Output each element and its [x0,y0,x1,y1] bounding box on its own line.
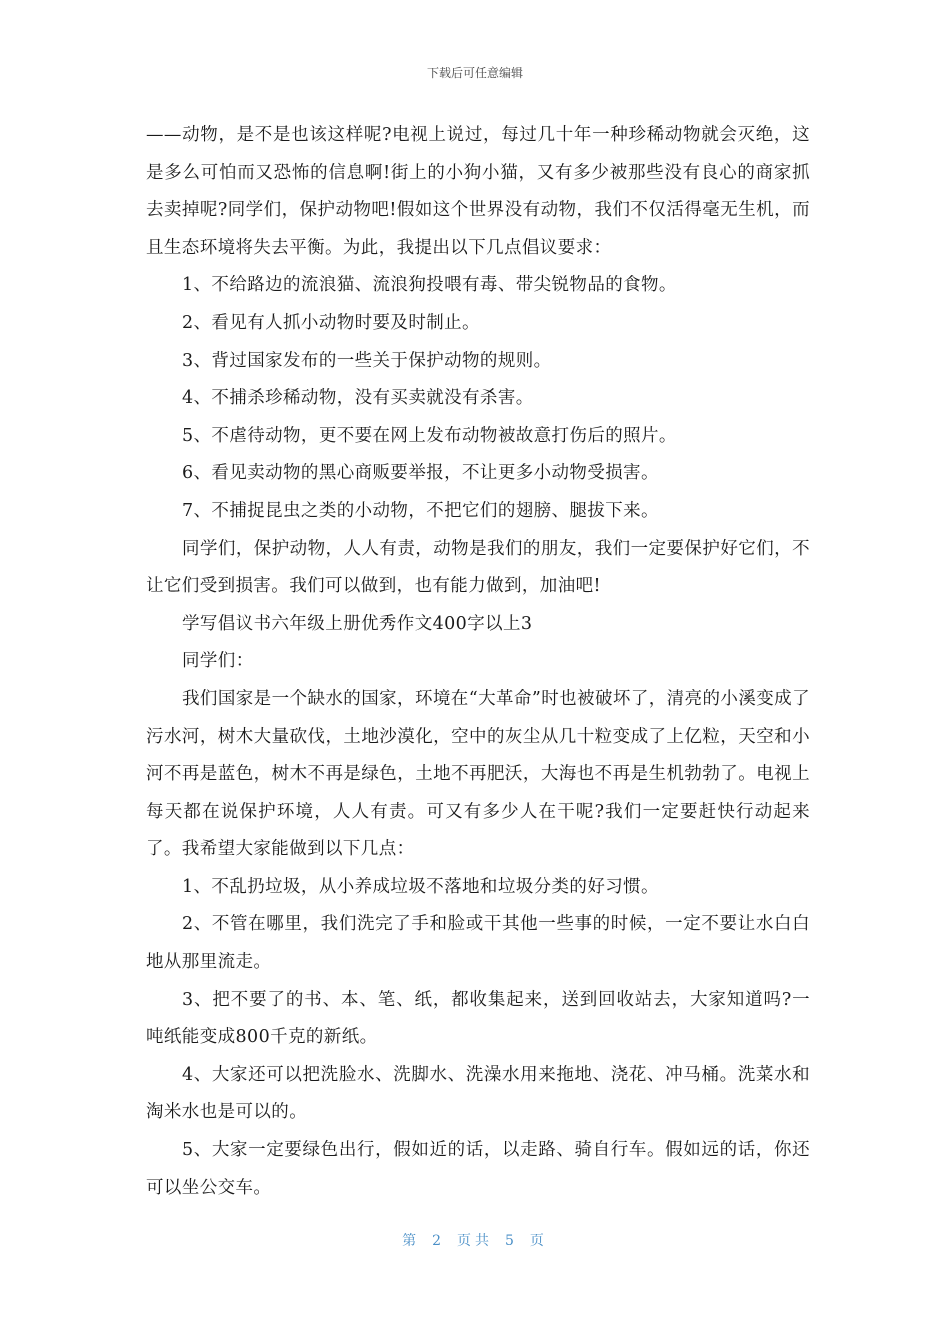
section-title: 学写倡议书六年级上册优秀作文400字以上3 [182,613,533,634]
list-item: 6、看见卖动物的黑心商贩要举报，不让更多小动物受损害。 [182,463,659,484]
document-body [146,117,810,1207]
list-item: 2、看见有人抓小动物时要及时制止。 [182,312,480,333]
list-item: 5、不虐待动物，更不要在网上发布动物被故意打伤后的照片。 [182,425,677,446]
list-item: 1、不给路边的流浪猫、流浪狗投喂有毒、带尖锐物品的食物。 [182,275,677,296]
page-total: 5 [505,1233,518,1249]
page-header: 下载后可任意编辑 [426,66,523,80]
page-footer [0,1230,950,1250]
salutation: 同学们： [182,651,254,672]
paragraph: 我们国家是一个缺水的国家，环境在“大革命”时也被破坏了，清亮的小溪变成了污水河，树木大量砍伐，土地沙漠化，空中的灰尘从几十粒变成了上亿粒，天空和小河不再是蓝色，树木不再是绿色，土地不再肥沃，大海也不再是生机勃勃了。电视上每天都在说保护环境，人人有责。可又有多少人在干呢?我们一定要赶快行动起来了。我希望大家能做到以下几点： [146,688,810,860]
list-item: 2、不管在哪里，我们洗完了手和脸或干其他一些事的时候，一定不要让水白白地从那里流走。 [146,914,810,973]
list-item: 4、大家还可以把洗脸水、洗脚水、洗澡水用来拖地、浇花、冲马桶。洗菜水和淘米水也是可以的。 [146,1064,810,1123]
list-item: 3、背过国家发布的一些关于保护动物的规则。 [182,350,552,371]
list-item: 3、把不要了的书、本、笔、纸，都收集起来，送到回收站去，大家知道吗?一吨纸能变成800千克的新纸。 [146,989,810,1048]
list-item: 4、不捕杀珍稀动物，没有买卖就没有杀害。 [182,388,534,409]
footer-label-ye: 页 [529,1233,548,1249]
page-number: 2 [432,1233,445,1249]
list-item: 5、大家一定要绿色出行，假如近的话，以走路、骑自行车。假如远的话，你还可以坐公交车。 [146,1140,810,1198]
paragraph: 同学们，保护动物，人人有责，动物是我们的朋友，我们一定要保护好它们，不让它们受到损害。我们可以做到，也有能力做到，加油吧! [146,538,810,597]
footer-label-ye-gong: 页共 [457,1233,493,1249]
list-item: 7、不捕捉昆虫之类的小动物，不把它们的翅膀、腿拔下来。 [182,500,659,521]
list-item: 1、不乱扔垃圾，从小养成垃圾不落地和垃圾分类的好习惯。 [182,876,659,897]
paragraph: ——动物，是不是也该这样呢?电视上说过，每过几十年一种珍稀动物就会灭绝，这是多么可怕而又恐怖的信息啊!街上的小狗小猫，又有多少被那些没有良心的商家抓去卖掉呢?同学们，保护动物吧!假如这个世界没有动物，我们不仅活得毫无生机，而且生态环境将失去平衡。为此，我提出以下几点倡议要求： [146,125,810,258]
footer-label-di: 第 [402,1233,421,1249]
